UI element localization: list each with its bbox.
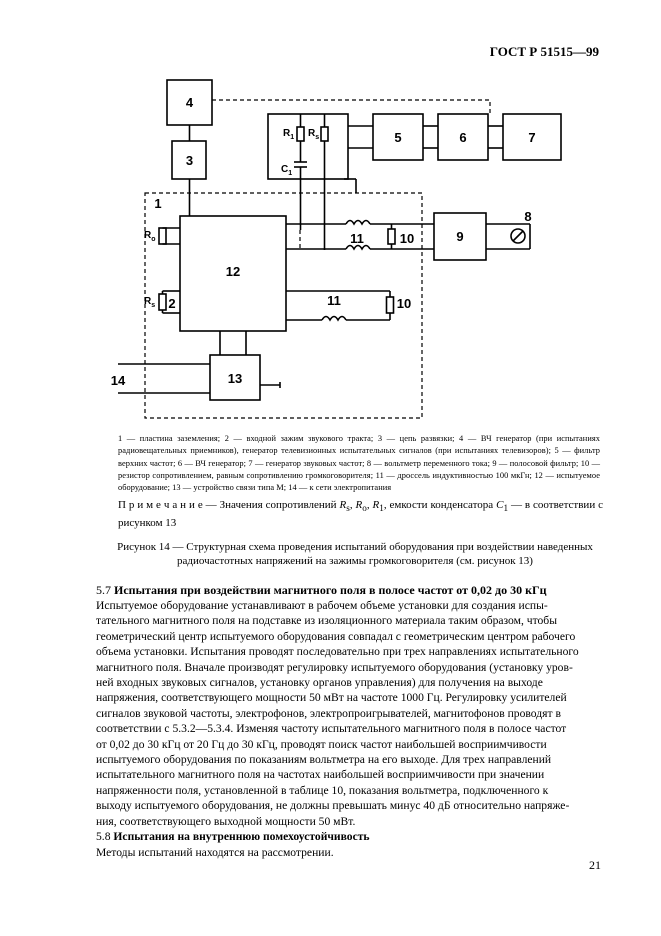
ro-label: $R_o$ <box>144 230 156 243</box>
para-line: испытательного магнитного поля на частотах наибольшей восприимчивости при значении <box>96 768 545 782</box>
label-1: 1 <box>154 196 162 211</box>
block-7-label: 7 <box>528 130 536 145</box>
res-10-bottom-label: 10 <box>396 296 412 311</box>
coil-11-top-label: 11 <box>350 231 364 246</box>
c1-label: $C_1$ <box>281 164 293 177</box>
filter-box <box>268 114 348 179</box>
block-6-label: 6 <box>459 130 467 145</box>
para-line: ния, соответствующего выходной мощности 50 мВт. <box>96 814 356 828</box>
page-number: 21 <box>589 858 601 872</box>
block-4-label: 4 <box>185 95 194 110</box>
block-9-label: 9 <box>456 229 464 244</box>
label-8: 8 <box>524 209 532 224</box>
para-line: сигналов звуковой частоты, электрофонов, электропроигрывателей, магнитофонов проводят в <box>96 706 561 720</box>
para-line: Испытуемое оборудование устанавливают в рабочем объеме установки для создания испы- <box>96 599 548 612</box>
para-line: напряжения, соответствующего мощности 50 мВт на частоте 1000 Гц. Регулировку усилителей <box>96 691 567 705</box>
block-12-label: 12 <box>225 264 241 279</box>
rs-label: $R_s$ <box>308 128 320 141</box>
para-line: геометрический центр испытуемого оборудования совпадал с геометрическим центром рабочего <box>96 629 576 643</box>
para-line: напряженности поля, установленной в таблице 10, показания вольтметра, подключенного к <box>96 783 549 797</box>
label-2: 2 <box>168 296 176 311</box>
para-line: выходу испытуемого оборудования, не должны превышать минус 40 дБ относительно напряже- <box>96 799 570 813</box>
coil-11-bottom-label: 11 <box>327 293 341 308</box>
caption-line-1: Рисунок 14 — Структурная схема проведения испытаний оборудования при воздействии наведенных <box>117 541 593 553</box>
para-line: тательного магнитного поля на подставке из изоляционного материала таким образом, чтобы <box>96 614 557 628</box>
caption-line-2: радиочастотных напряжений на зажимы громкоговорителя (см. рисунок 13) <box>177 555 533 567</box>
block-5-label: 5 <box>394 130 402 145</box>
section-5-8-body: Методы испытаний находятся на рассмотрении. <box>96 845 334 859</box>
standard-header: ГОСТ Р 51515—99 <box>489 44 599 59</box>
para-line: ней входных звуковых сигналов, установку органов управления) для получения на выходе <box>96 676 543 690</box>
res-10-top-label: 10 <box>399 231 415 246</box>
section-5-7-body <box>96 598 601 860</box>
para-line: магнитного поля. Вначале производят регулировку испытуемого оборудования (установку уров- <box>96 660 573 674</box>
block-3-label: 3 <box>185 153 194 168</box>
para-line: от 0,02 до 30 кГц от 20 Гц до 30 кГц, проводят поиск частот наибольшей восприимчивости <box>96 737 547 751</box>
ground-plate-outline <box>145 193 422 418</box>
para-line: испытуемого оборудования по показаниям вольтметра на его выходе. Для трех направлений <box>96 753 552 767</box>
block-13-label: 13 <box>227 371 243 386</box>
figure-note: П р и м е ч а н и е — Значения сопротивлений $R_s$, $R_o$, $R_1$, емкости конденсатора $C_1$ — в соответствии с рисунком 13 <box>118 499 604 530</box>
schematic-diagram <box>0 0 661 430</box>
para-line: соответствии с 5.3.2—5.3.4. Изменяя частоту испытательного магнитного поля в полосе частот <box>96 722 567 736</box>
figure-caption <box>95 540 615 568</box>
r1-label: $R_1$ <box>283 128 295 141</box>
rs2-label: $R_s$ <box>144 296 156 309</box>
section-5-7-heading: 5.7 Испытания при воздействии магнитного поля в полосе частот от 0,02 до 30 кГц <box>96 583 547 597</box>
para-line: объема установки. Испытания проводят последовательно при трех направлениях испытательного <box>96 645 579 659</box>
label-14: 14 <box>110 373 126 388</box>
figure-legend: 1 — пластина заземления; 2 — входной зажим звукового тракта; 3 — цепь развязки; 4 — ВЧ генератор (при испытаниях радиовещательных приемников), генератор телевизионных испытательных сигналов (при испытаниях телевизоров); 5 — фильтр верхних частот; 6 — ВЧ генератор; 7 — генератор звуковых частот; 8 — вольтметр переменного тока; 9 — полосовой фильтр; 10 — резистор сопротивлением, равным сопротивлению громкоговорителя; 11 — дроссель индуктивностью 100 мкГн; 12 — испытуемое оборудование; 13 — устройство связи типа М; 14 — к сети электропитания <box>118 434 600 493</box>
section-5-8-heading: 5.8 Испытания на внутреннюю помехоустойчивость <box>96 830 370 844</box>
